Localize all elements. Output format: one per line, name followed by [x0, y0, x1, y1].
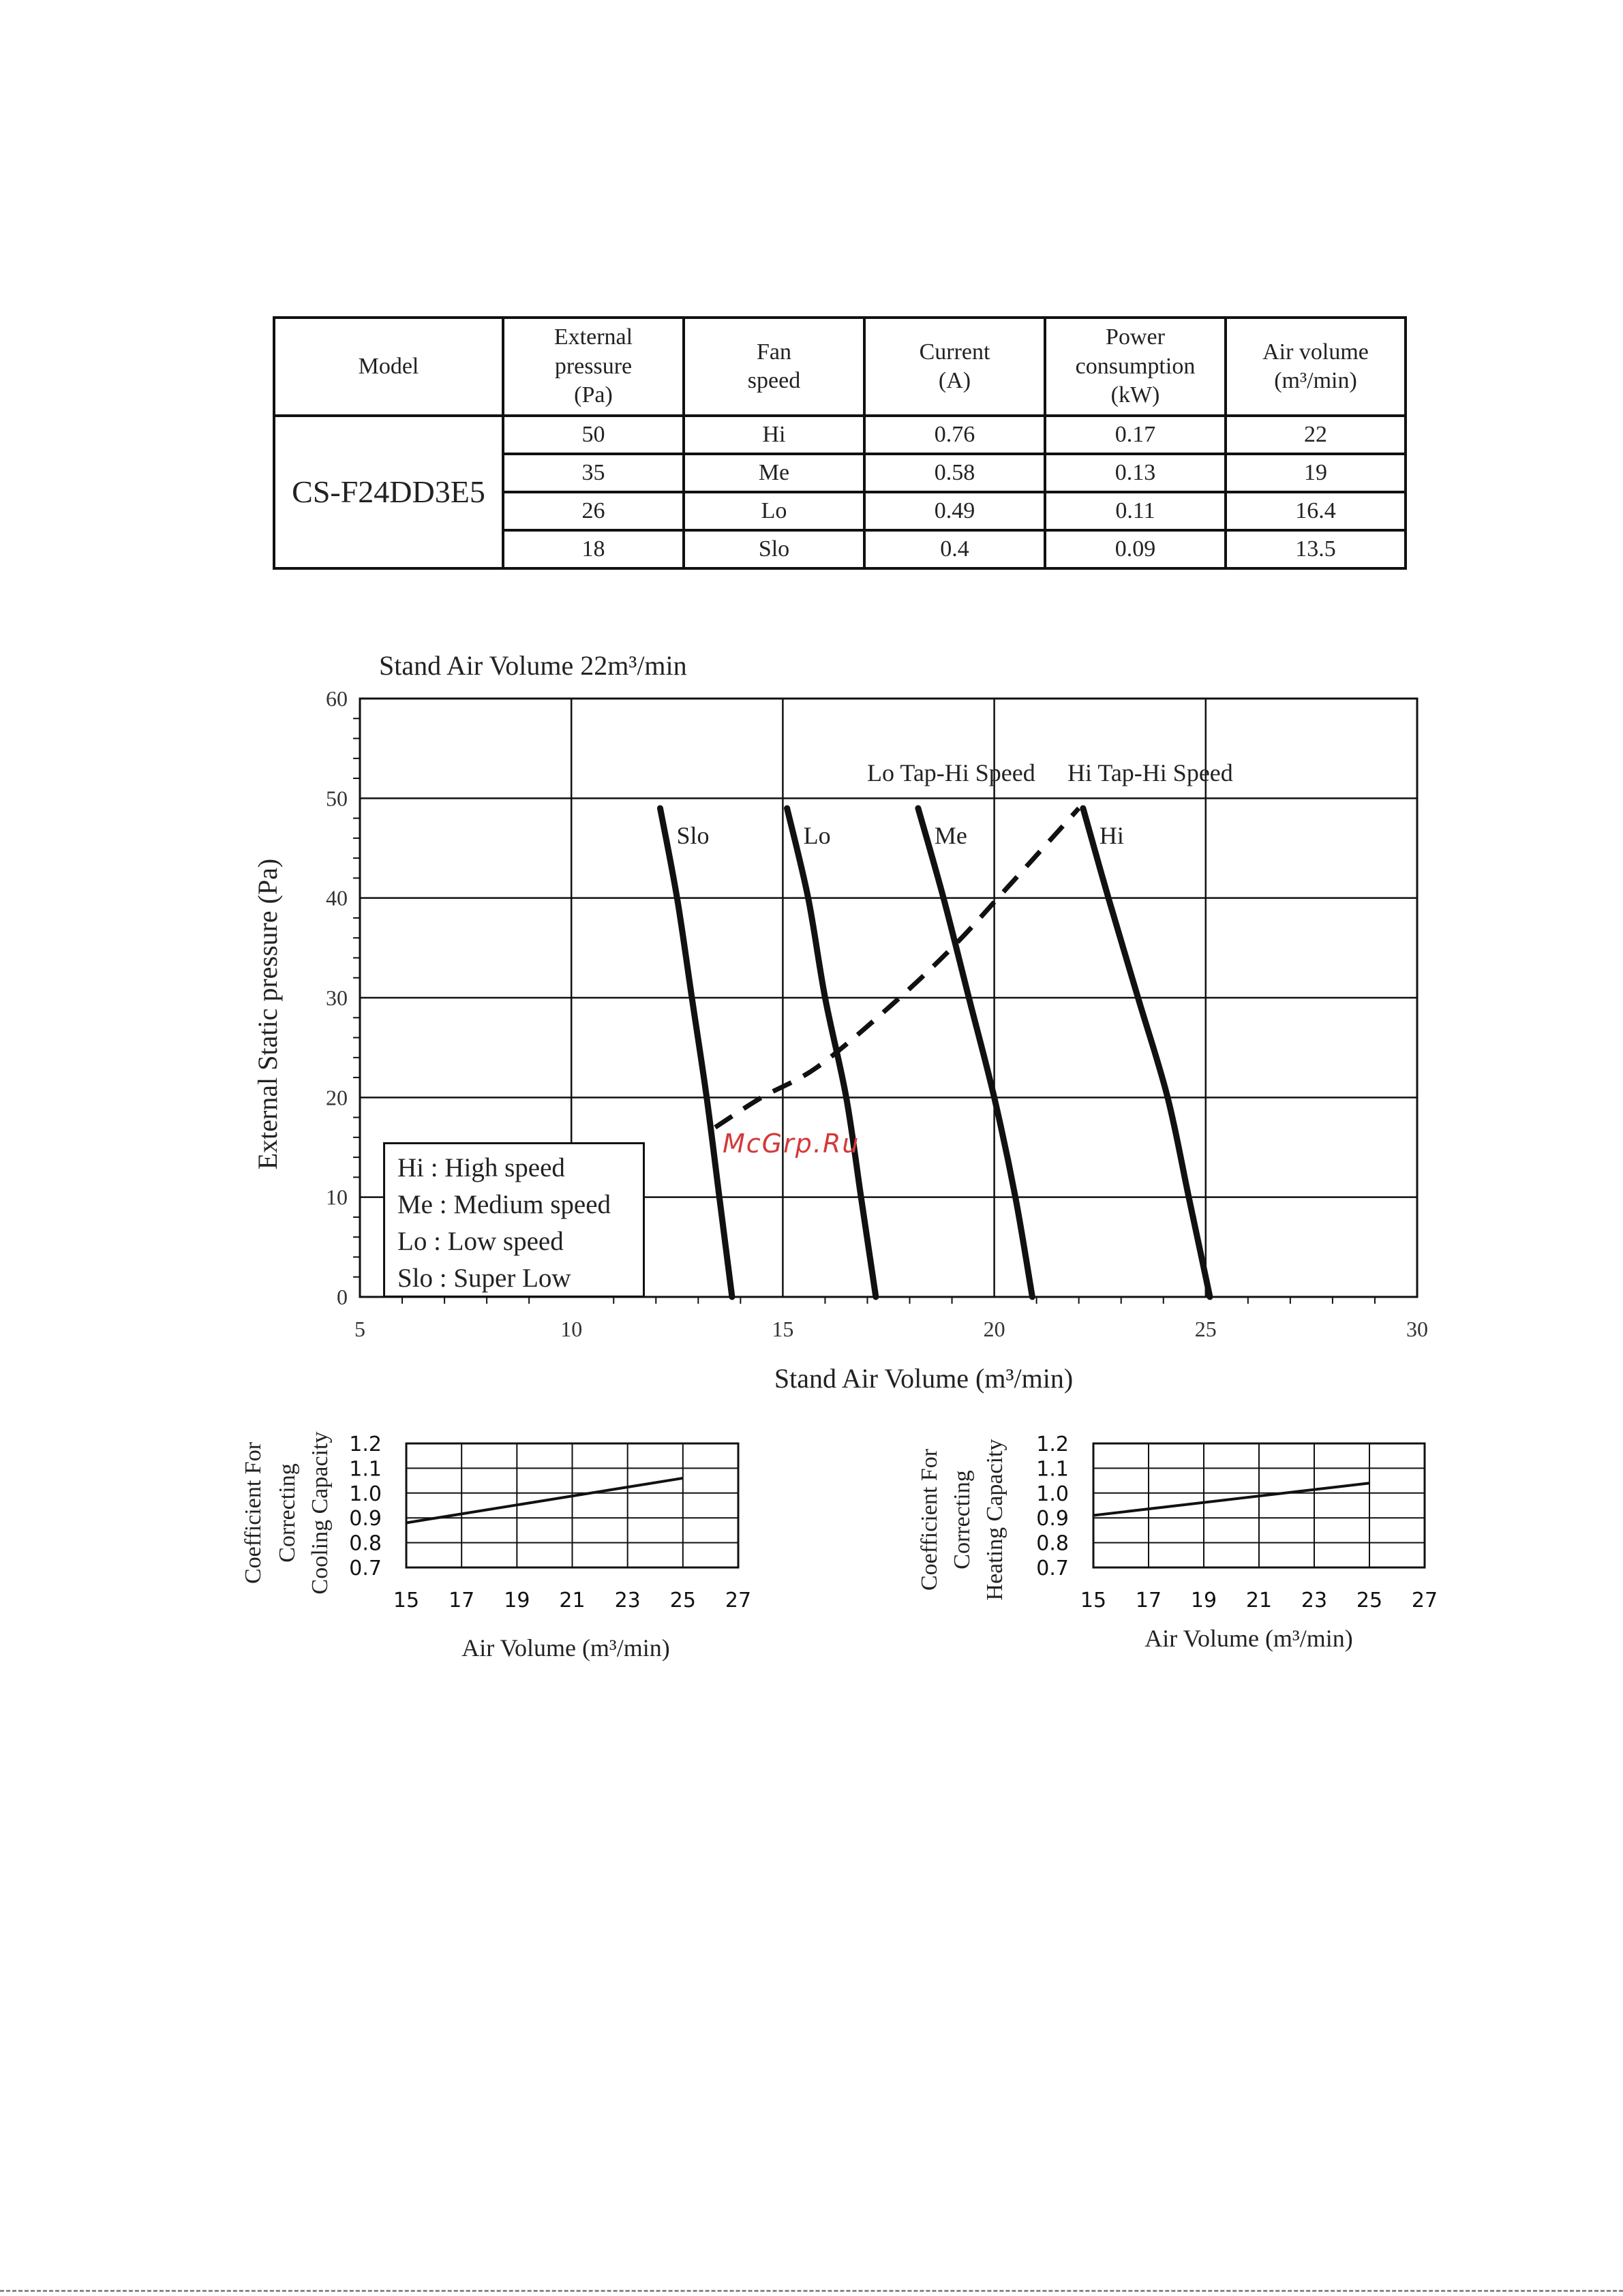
y-tick-label: 1.1 — [349, 1457, 382, 1482]
x-tick-label: 15 — [393, 1589, 420, 1612]
table-cell: 26 — [503, 492, 684, 530]
page-bottom-rule — [0, 2290, 1623, 2292]
x-tick-label: 20 — [983, 1317, 1005, 1341]
table-cell: Slo — [684, 530, 864, 568]
legend-item: Hi : High speed — [397, 1153, 565, 1182]
x-tick-label: 19 — [1190, 1589, 1217, 1612]
chart-grid — [406, 1443, 738, 1567]
legend-item: Slo : Super Low — [397, 1264, 571, 1293]
x-tick-label: 15 — [772, 1317, 794, 1341]
table-cell: Lo — [684, 492, 864, 530]
y-tick-label: 30 — [326, 985, 348, 1010]
y-axis-label-line: Correcting — [275, 1463, 300, 1563]
header-external-pressure: External pressure (Pa) — [503, 318, 684, 416]
x-axis-label: Air Volume (m³/min) — [1144, 1625, 1353, 1652]
y-axis-label-line: Heating Capacity — [982, 1439, 1007, 1601]
coefficient-line — [406, 1478, 683, 1523]
chart-title: Stand Air Volume 22m³/min — [379, 650, 687, 681]
x-tick-label: 25 — [1356, 1589, 1383, 1612]
table-cell: 0.4 — [864, 530, 1045, 568]
cooling-coefficient-chart — [0, 1418, 818, 1690]
header-model: Model — [274, 318, 503, 416]
x-tick-label: 25 — [669, 1589, 696, 1612]
table-cell: 0.11 — [1045, 492, 1226, 530]
y-axis-label — [917, 1439, 1007, 1601]
x-tick-label: 21 — [559, 1589, 586, 1612]
chart-grid — [1093, 1443, 1425, 1567]
series-label-hi: Hi — [1099, 821, 1124, 849]
y-axis-label: External Static pressure (Pa) — [252, 858, 283, 1170]
table-cell: Me — [684, 454, 864, 492]
x-tick-label: 15 — [1080, 1589, 1107, 1612]
annotation-lo-tap: Lo Tap-Hi Speed — [867, 759, 1035, 786]
x-tick-label: 27 — [725, 1589, 752, 1612]
x-tick-label: 17 — [449, 1589, 475, 1612]
series-label-me: Me — [934, 821, 967, 849]
hi-tap-dashed-curve — [715, 808, 1079, 1127]
table-cell: 19 — [1226, 454, 1406, 492]
heating-coefficient-chart — [818, 1418, 1623, 1690]
table-cell: 16.4 — [1226, 492, 1406, 530]
series-label-lo: Lo — [803, 821, 831, 849]
x-tick-label: 10 — [560, 1317, 583, 1341]
table-cell: 0.17 — [1045, 416, 1226, 454]
table-cell: 0.76 — [864, 416, 1045, 454]
table-cell: 13.5 — [1226, 530, 1406, 568]
x-tick-label: 23 — [1301, 1589, 1328, 1612]
watermark: McGrp.Ru — [723, 1129, 860, 1159]
header-air-volume: Air volume (m³/min) — [1226, 318, 1406, 416]
table-cell: 22 — [1226, 416, 1406, 454]
y-tick-label: 0.9 — [1036, 1507, 1069, 1531]
chart-series — [660, 808, 1210, 1297]
header-power: Power consumption (kW) — [1045, 318, 1226, 416]
x-tick-label: 21 — [1245, 1589, 1273, 1612]
y-tick-label: 60 — [326, 686, 348, 711]
table-cell: 0.13 — [1045, 454, 1226, 492]
table-cell: 50 — [503, 416, 684, 454]
y-tick-label: 50 — [326, 786, 348, 811]
annotation-hi-tap: Hi Tap-Hi Speed — [1067, 759, 1233, 786]
y-tick-label: 1.2 — [1036, 1433, 1069, 1456]
y-tick-label: 40 — [326, 885, 348, 910]
chart-legend — [383, 1142, 645, 1298]
y-axis-label-line: Coefficient For — [917, 1448, 942, 1591]
x-axis-label: Stand Air Volume (m³/min) — [774, 1363, 1074, 1394]
table-cell: 0.58 — [864, 454, 1045, 492]
y-axis-label-line: Cooling Capacity — [307, 1431, 333, 1595]
table-cell: Hi — [684, 416, 864, 454]
model-cell: CS-F24DD3E5 — [274, 416, 503, 568]
y-tick-label: 1.1 — [1036, 1457, 1069, 1482]
table-cell: 18 — [503, 530, 684, 568]
legend-item: Me : Medium speed — [397, 1190, 611, 1219]
x-tick-label: 25 — [1194, 1317, 1217, 1341]
chart-ticks — [1036, 1433, 1438, 1612]
x-axis-label: Air Volume (m³/min) — [461, 1634, 670, 1662]
y-tick-label: 0.8 — [349, 1531, 382, 1556]
table-cell: 0.49 — [864, 492, 1045, 530]
y-axis-label-line: Coefficient For — [241, 1441, 266, 1585]
y-axis-label-line: Correcting — [950, 1470, 975, 1570]
x-tick-label: 17 — [1135, 1589, 1162, 1612]
x-tick-label: 30 — [1406, 1317, 1428, 1341]
y-tick-label: 1.0 — [349, 1482, 382, 1506]
y-axis-label — [241, 1432, 333, 1595]
series-line-slo — [660, 808, 731, 1297]
table-cell: 0.09 — [1045, 530, 1226, 568]
x-tick-label: 19 — [504, 1589, 530, 1612]
y-tick-label: 0.9 — [349, 1507, 382, 1531]
series-line-hi — [1083, 808, 1210, 1297]
y-tick-label: 0.7 — [349, 1557, 382, 1580]
series-label-slo: Slo — [676, 821, 710, 849]
y-tick-label: 1.0 — [1036, 1482, 1069, 1506]
y-tick-label: 1.2 — [349, 1433, 382, 1456]
chart-series — [1093, 1483, 1369, 1515]
y-tick-label: 0 — [337, 1285, 348, 1309]
coefficient-line — [1093, 1483, 1369, 1515]
x-tick-label: 5 — [354, 1317, 365, 1341]
y-tick-label: 0.8 — [1036, 1531, 1069, 1556]
y-tick-label: 20 — [326, 1085, 348, 1110]
x-tick-label: 27 — [1411, 1589, 1438, 1612]
header-current: Current (A) — [864, 318, 1045, 416]
series-line-lo — [787, 808, 876, 1297]
legend-item: Lo : Low speed — [397, 1227, 564, 1256]
header-fan-speed: Fan speed — [684, 318, 864, 416]
y-tick-label: 0.7 — [1036, 1557, 1069, 1580]
chart-series — [406, 1478, 683, 1523]
y-tick-label: 10 — [326, 1184, 348, 1210]
table-cell: 35 — [503, 454, 684, 492]
x-tick-label: 23 — [614, 1589, 641, 1612]
